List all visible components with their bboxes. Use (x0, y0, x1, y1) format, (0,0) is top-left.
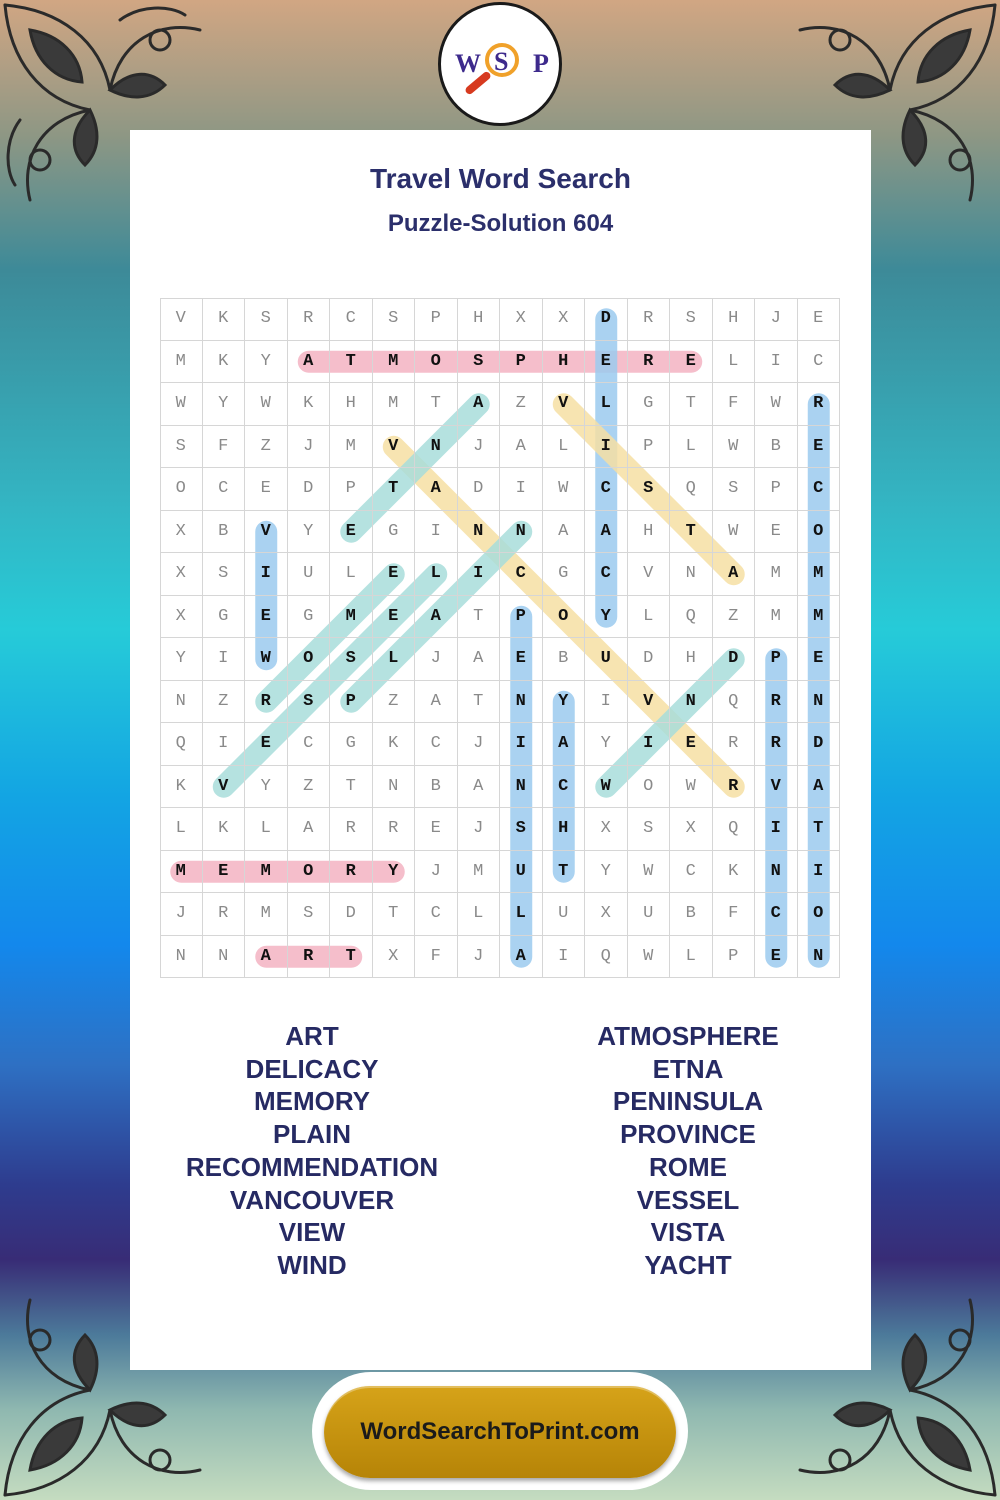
grid-cell: A (713, 553, 756, 596)
grid-cell: A (288, 341, 331, 384)
grid-cell: J (458, 723, 501, 766)
grid-cell: T (670, 383, 713, 426)
grid-cell: T (458, 596, 501, 639)
grid-cell: I (798, 851, 841, 894)
grid-cell: L (543, 426, 586, 469)
grid-cell: C (330, 298, 373, 341)
grid-cell: H (628, 511, 671, 554)
grid-cell: N (798, 681, 841, 724)
grid-cell: X (160, 553, 203, 596)
grid-cell: P (330, 681, 373, 724)
grid-cell: I (628, 723, 671, 766)
grid-cell: D (330, 893, 373, 936)
grid-cell: V (245, 511, 288, 554)
grid-cell: I (500, 468, 543, 511)
grid-cell: C (670, 851, 713, 894)
grid-cell: R (203, 893, 246, 936)
word-list-item: ATMOSPHERE (597, 1021, 779, 1051)
grid-cell: G (288, 596, 331, 639)
grid-cell: N (500, 511, 543, 554)
word-list-item: PLAIN (273, 1119, 351, 1150)
grid-cell: I (203, 723, 246, 766)
grid-cell: K (713, 851, 756, 894)
grid-cell: P (500, 341, 543, 384)
grid-cell: N (798, 936, 841, 979)
grid-cell: N (670, 681, 713, 724)
grid-cell: Y (585, 723, 628, 766)
grid-cell: Z (245, 426, 288, 469)
grid-cell: P (755, 638, 798, 681)
grid-cell: I (203, 638, 246, 681)
grid-cell: S (458, 341, 501, 384)
grid-cell: Y (288, 511, 331, 554)
grid-cell: D (713, 638, 756, 681)
grid-cell: Q (585, 936, 628, 979)
grid-cell: I (500, 723, 543, 766)
grid-cell: A (543, 723, 586, 766)
grid-cell: S (628, 468, 671, 511)
grid-cell: V (628, 681, 671, 724)
grid-cell: F (713, 893, 756, 936)
grid-cell: A (415, 468, 458, 511)
grid-cell: P (628, 426, 671, 469)
grid-cell: C (203, 468, 246, 511)
grid-cell: C (798, 468, 841, 511)
word-list-item: DELICACY (245, 1053, 379, 1084)
grid-cell: T (670, 511, 713, 554)
grid-cell: Z (288, 766, 331, 809)
grid-cell: X (160, 596, 203, 639)
logo-letter-w: W (455, 49, 481, 78)
grid-cell: K (288, 383, 331, 426)
grid-cell: J (415, 851, 458, 894)
grid-cell: J (288, 426, 331, 469)
grid-cell: A (543, 511, 586, 554)
word-list-item: ETNA (652, 1053, 724, 1084)
grid-cell: R (330, 851, 373, 894)
word-list-item: ART (285, 1021, 339, 1051)
grid-cell: R (713, 766, 756, 809)
grid-cell: N (203, 936, 246, 979)
grid-cell: P (755, 468, 798, 511)
grid-cell: N (670, 553, 713, 596)
grid-cell: L (160, 808, 203, 851)
grid-cell: M (798, 553, 841, 596)
grid-cell: L (670, 936, 713, 979)
grid-cell: X (500, 298, 543, 341)
grid-cell: C (755, 893, 798, 936)
grid-cell: J (458, 808, 501, 851)
grid-cell: L (713, 341, 756, 384)
grid-cell: Y (203, 383, 246, 426)
grid-cell: E (203, 851, 246, 894)
grid-cell: S (245, 298, 288, 341)
grid-cell: E (798, 298, 841, 341)
grid-cell: O (798, 511, 841, 554)
grid-cell: U (500, 851, 543, 894)
grid-cell: Y (585, 596, 628, 639)
grid-cell: I (245, 553, 288, 596)
grid-cell: E (373, 596, 416, 639)
grid-cell: C (288, 723, 331, 766)
grid-cell: M (373, 341, 416, 384)
grid-cell: J (458, 426, 501, 469)
word-list-item: ROME (649, 1151, 727, 1182)
grid-cell: A (458, 638, 501, 681)
word-list-item: PROVINCE (620, 1119, 756, 1150)
grid-cell: N (160, 936, 203, 979)
grid-cell: W (160, 383, 203, 426)
word-list-item: RECOMMENDATION (185, 1151, 439, 1182)
grid-cell: M (755, 596, 798, 639)
grid-cell: L (500, 893, 543, 936)
grid-cell: R (798, 383, 841, 426)
grid-cell: O (160, 468, 203, 511)
grid-cell: F (713, 383, 756, 426)
grid-cell: J (755, 298, 798, 341)
grid-cell: X (543, 298, 586, 341)
grid-cell: T (543, 851, 586, 894)
word-list-item: VESSEL (636, 1184, 740, 1215)
grid-cell: L (585, 383, 628, 426)
grid-cell: L (458, 893, 501, 936)
grid-cell: X (585, 893, 628, 936)
grid-cell: K (203, 298, 246, 341)
grid-cell: A (458, 383, 501, 426)
grid-cell: N (160, 681, 203, 724)
grid-cell: C (415, 723, 458, 766)
grid-cell: J (415, 638, 458, 681)
grid-cell: Q (670, 596, 713, 639)
grid-cell: Q (713, 681, 756, 724)
grid-cell: R (755, 681, 798, 724)
grid-cell: J (160, 893, 203, 936)
grid-cell: A (500, 426, 543, 469)
grid-cell: Q (670, 468, 713, 511)
word-list-right (538, 1020, 838, 1282)
grid-cell: M (373, 383, 416, 426)
grid-cell: D (458, 468, 501, 511)
grid-cell: L (373, 638, 416, 681)
grid-cell: M (330, 596, 373, 639)
grid-cell: E (245, 723, 288, 766)
grid-cell: Z (713, 596, 756, 639)
grid-cell: M (245, 893, 288, 936)
grid-cell: L (628, 596, 671, 639)
grid-cell: X (160, 511, 203, 554)
grid-cell: R (755, 723, 798, 766)
grid-cell: M (458, 851, 501, 894)
grid-cell: H (330, 383, 373, 426)
grid-cell: F (203, 426, 246, 469)
grid-cell: S (628, 808, 671, 851)
grid-cell: W (543, 468, 586, 511)
grid-cell: X (373, 936, 416, 979)
grid-cell: K (203, 808, 246, 851)
word-list-item: VIEW (278, 1217, 346, 1248)
grid-cell: T (458, 681, 501, 724)
grid-cell: T (330, 341, 373, 384)
grid-cell: E (755, 511, 798, 554)
grid-cell: B (543, 638, 586, 681)
grid-cell: A (458, 766, 501, 809)
grid-cell: Z (373, 681, 416, 724)
grid-cell: I (415, 511, 458, 554)
grid-cell: W (713, 426, 756, 469)
grid-cell: T (330, 936, 373, 979)
logo-letter-p: P (533, 49, 549, 78)
grid-cell: Y (160, 638, 203, 681)
grid-cell: S (330, 638, 373, 681)
grid-cell: C (500, 553, 543, 596)
grid-cell: W (713, 511, 756, 554)
grid-cell: E (755, 936, 798, 979)
word-list-item: MEMORY (253, 1086, 371, 1117)
grid-cell: E (798, 638, 841, 681)
grid-cell: O (628, 766, 671, 809)
grid-cell: W (585, 766, 628, 809)
grid-cell: E (798, 426, 841, 469)
grid-cell: W (755, 383, 798, 426)
grid-cell: D (585, 298, 628, 341)
puzzle-title: Travel Word Search (370, 163, 631, 194)
grid-cell: R (288, 936, 331, 979)
grid-cell: E (670, 341, 713, 384)
word-search-grid (160, 298, 840, 978)
grid-cell: W (670, 766, 713, 809)
grid-cell: I (755, 341, 798, 384)
grid-cell: B (415, 766, 458, 809)
grid-cell: H (670, 638, 713, 681)
grid-cell: E (245, 596, 288, 639)
grid-cell: V (203, 766, 246, 809)
grid-cell: C (585, 553, 628, 596)
puzzle-subtitle: Puzzle-Solution 604 (387, 210, 614, 237)
grid-cell: S (203, 553, 246, 596)
grid-cell: E (670, 723, 713, 766)
grid-cell: Q (160, 723, 203, 766)
grid-cell: L (245, 808, 288, 851)
grid-cell: S (288, 681, 331, 724)
grid-cell: R (628, 341, 671, 384)
grid-cell: Q (713, 808, 756, 851)
grid-cell: Y (543, 681, 586, 724)
grid-cell: M (160, 851, 203, 894)
grid-cell: C (543, 766, 586, 809)
grid-cell: L (415, 553, 458, 596)
word-list-item: YACHT (644, 1249, 732, 1280)
grid-cell: A (415, 681, 458, 724)
grid-cell: B (203, 511, 246, 554)
grid-cell: M (798, 596, 841, 639)
grid-cell: C (415, 893, 458, 936)
grid-cell: I (755, 808, 798, 851)
grid-cell: T (373, 468, 416, 511)
grid-cell: I (585, 426, 628, 469)
grid-cell: X (670, 808, 713, 851)
grid-cell: O (415, 341, 458, 384)
grid-cell: Z (203, 681, 246, 724)
grid-cell: S (160, 426, 203, 469)
word-list-item: VANCOUVER (229, 1184, 395, 1215)
grid-cell: M (755, 553, 798, 596)
grid-cell: A (500, 936, 543, 979)
grid-cell: F (415, 936, 458, 979)
grid-cell: V (628, 553, 671, 596)
grid-cell: S (288, 893, 331, 936)
grid-cell: G (543, 553, 586, 596)
grid-cell: Y (245, 766, 288, 809)
grid-cell: E (373, 553, 416, 596)
grid-cell: N (500, 766, 543, 809)
grid-cell: X (585, 808, 628, 851)
grid-cell: C (585, 468, 628, 511)
grid-cell: R (628, 298, 671, 341)
grid-cell: P (500, 596, 543, 639)
grid-cell: M (160, 341, 203, 384)
grid-cell: P (713, 936, 756, 979)
site-link-button[interactable]: WordSearchToPrint.com (324, 1386, 676, 1478)
grid-cell: V (755, 766, 798, 809)
word-list-left (162, 1020, 462, 1282)
grid-cell: A (288, 808, 331, 851)
grid-cell: E (500, 638, 543, 681)
word-list-item: PENINSULA (612, 1086, 764, 1117)
grid-cell: G (330, 723, 373, 766)
grid-cell: K (203, 341, 246, 384)
grid-cell: C (798, 341, 841, 384)
grid-cell: W (245, 638, 288, 681)
grid-cell: A (415, 596, 458, 639)
grid-cell: L (330, 553, 373, 596)
grid-cell: W (628, 936, 671, 979)
grid-cell: Y (585, 851, 628, 894)
grid-cell: I (585, 681, 628, 724)
grid-cell: N (415, 426, 458, 469)
grid-cell: H (543, 341, 586, 384)
grid-cell: S (713, 468, 756, 511)
grid-cell: R (713, 723, 756, 766)
grid-cell: R (288, 298, 331, 341)
grid-cell: I (458, 553, 501, 596)
grid-cell: W (245, 383, 288, 426)
logo-letter-s: S (494, 47, 509, 76)
grid-cell: A (245, 936, 288, 979)
grid-cell: U (543, 893, 586, 936)
grid-cell: W (628, 851, 671, 894)
grid-cell: I (543, 936, 586, 979)
grid-cell: R (330, 808, 373, 851)
grid-cell: S (373, 298, 416, 341)
grid-cell: S (670, 298, 713, 341)
grid-cell: S (500, 808, 543, 851)
grid-cell: O (288, 851, 331, 894)
grid-cell: M (330, 426, 373, 469)
grid-cell: T (373, 893, 416, 936)
grid-cell: A (798, 766, 841, 809)
grid-cell: G (373, 511, 416, 554)
grid-cell: R (373, 808, 416, 851)
grid-cell: B (670, 893, 713, 936)
grid-cell: T (415, 383, 458, 426)
site-logo[interactable] (438, 2, 562, 126)
grid-cell: Y (373, 851, 416, 894)
grid-cell: V (160, 298, 203, 341)
word-list-item: VISTA (650, 1217, 726, 1248)
grid-cell: D (798, 723, 841, 766)
grid-cell: O (543, 596, 586, 639)
grid-cell: M (245, 851, 288, 894)
grid-cell: E (245, 468, 288, 511)
grid-cell: D (288, 468, 331, 511)
letter-grid (160, 298, 840, 978)
grid-cell: E (330, 511, 373, 554)
grid-cell: G (628, 383, 671, 426)
grid-cell: O (798, 893, 841, 936)
grid-cell: T (330, 766, 373, 809)
grid-cell: Y (245, 341, 288, 384)
grid-cell: G (203, 596, 246, 639)
grid-cell: U (288, 553, 331, 596)
grid-cell: E (585, 341, 628, 384)
grid-cell: N (373, 766, 416, 809)
grid-cell: V (373, 426, 416, 469)
grid-cell: H (543, 808, 586, 851)
grid-cell: O (288, 638, 331, 681)
grid-cell: P (415, 298, 458, 341)
grid-cell: P (330, 468, 373, 511)
grid-cell: Z (500, 383, 543, 426)
grid-cell: E (415, 808, 458, 851)
grid-cell: N (755, 851, 798, 894)
grid-cell: R (245, 681, 288, 724)
grid-cell: N (458, 511, 501, 554)
word-list-item: WIND (277, 1249, 347, 1280)
grid-cell: D (628, 638, 671, 681)
grid-cell: J (458, 936, 501, 979)
grid-cell: B (755, 426, 798, 469)
grid-cell: K (160, 766, 203, 809)
grid-cell: L (670, 426, 713, 469)
grid-cell: K (373, 723, 416, 766)
grid-cell: T (798, 808, 841, 851)
grid-cell: U (628, 893, 671, 936)
grid-cell: V (543, 383, 586, 426)
grid-cell: H (713, 298, 756, 341)
grid-cell: H (458, 298, 501, 341)
grid-cell: N (500, 681, 543, 724)
grid-cell: U (585, 638, 628, 681)
grid-cell: A (585, 511, 628, 554)
